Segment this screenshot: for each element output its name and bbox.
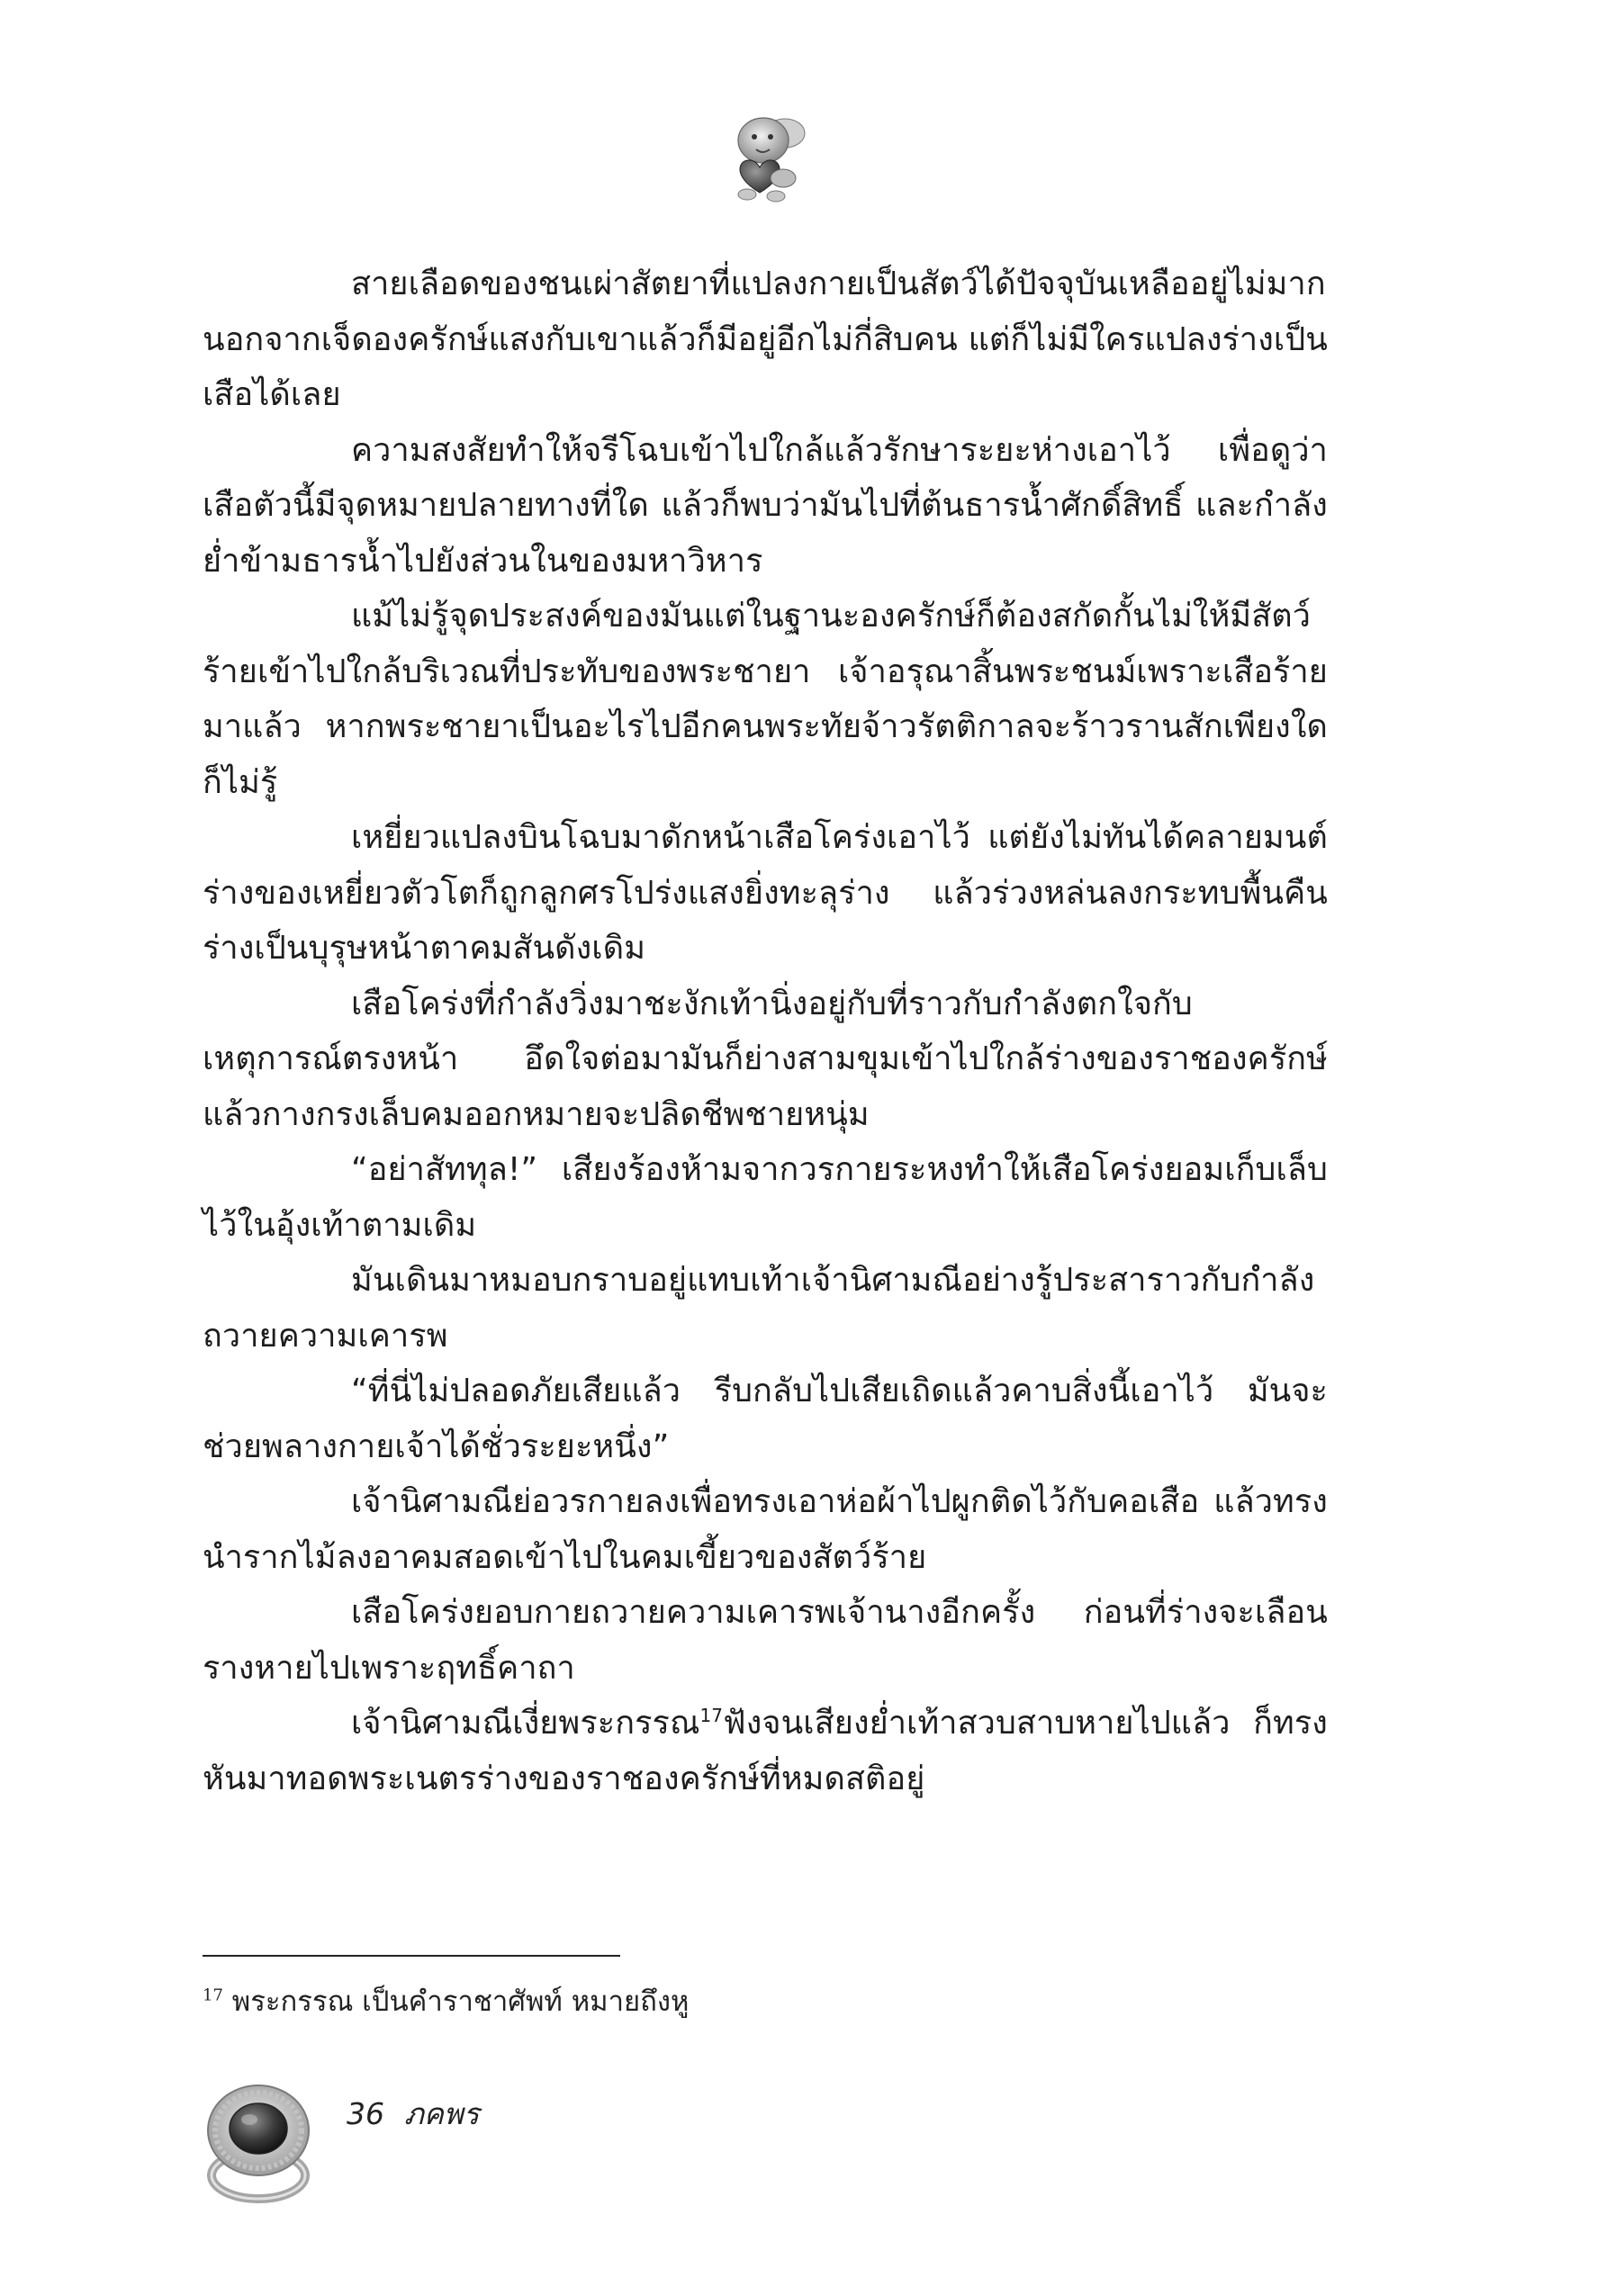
footnote-divider bbox=[203, 1955, 620, 1957]
paragraph: “ที่นี่ไม่ปลอดภัยเสียแล้ว รีบกลับไปเสียเถิดแล้วคาบสิ่งนี้เอาไว้ มันจะช่วยพลางกายเจ้าได้ชั่วระยะหนึ่ง” bbox=[203, 1373, 1328, 1465]
paragraph-with-footnote bbox=[203, 1696, 1328, 1806]
paragraph: สายเลือดของชนเผ่าสัตยาที่แปลงกายเป็นสัตว์ได้ปัจจุบันเหลืออยู่ไม่มาก นอกจากเจ็ดองครักษ์แสงกับเขาแล้วก็มีอยู่อีกไม่กี่สิบคน แต่ก็ไม่มีใครแปลงร่างเป็นเสือได้เลย bbox=[203, 266, 1328, 413]
paragraph: ความสงสัยทำให้จรีโฉบเข้าไปใกล้แล้วรักษาระยะห่างเอาไว้ เพื่อดูว่าเสือตัวนี้มีจุดหมายปลายทางที่ใด แล้วก็พบว่ามันไปที่ต้นธารน้ำศักดิ์สิทธิ์ และกำลังย่ำข้ามธารน้ำไปยังส่วนในของมหาวิหาร bbox=[203, 431, 1328, 580]
paragraph: เจ้านิศามณีย่อวรกายลงเพื่อทรงเอาห่อผ้าไปผูกติดไว้กับคอเสือ แล้วทรงนำรากไม้ลงอาคมสอดเข้าไปในคมเขี้ยวของสัตว์ร้าย bbox=[203, 1483, 1328, 1576]
gemstone-ring-icon bbox=[194, 2075, 329, 2210]
story-body bbox=[203, 257, 1328, 1806]
paragraph-text-before: เจ้านิศามณีเงี่ยพระกรรณ bbox=[351, 1705, 700, 1742]
footnote bbox=[203, 1982, 689, 2021]
cherub-heart-icon bbox=[720, 106, 810, 205]
paragraph-text-after: ฟังจนเสียงย่ำเท้าสวบสาบหายไปแล้ว ก็ทรงหันมาทอดพระเนตรร่างของราชองครักษ์ที่หมดสติอยู่ bbox=[203, 1705, 1328, 1797]
paragraph: เหยี่ยวแปลงบินโฉบมาดักหน้าเสือโคร่งเอาไว้ แต่ยังไม่ทันได้คลายมนต์ร่างของเหยี่ยวตัวโตก็ถูกลูกศรโปร่งแสงยิ่งทะลุร่าง แล้วร่วงหล่นลงกระทบพื้นคืนร่างเป็นบุรุษหน้าตาคมสันดังเดิม bbox=[203, 819, 1328, 967]
paragraph: เสือโคร่งยอบกายถวายความเคารพเจ้านางอีกครั้ง ก่อนที่ร่างจะเลือนรางหายไปเพราะฤทธิ์คาถา bbox=[203, 1594, 1328, 1687]
paragraph: เสือโคร่งที่กำลังวิ่งมาชะงักเท้านิ่งอยู่กับที่ราวกับกำลังตกใจกับเหตุการณ์ตรงหน้า อึดใจต่อมามันก็ย่างสามขุมเข้าไปใกล้ร่างของราชองครักษ์ แล้วกางกรงเล็บคมออกหมายจะปลิดชีพชายหนุ่ม bbox=[203, 985, 1328, 1133]
footnote-text: พระกรรณ เป็นคำราชาศัพท์ หมายถึงหู bbox=[231, 1985, 690, 2018]
footnote-reference: 17 bbox=[699, 1705, 724, 1726]
paragraph: แม้ไม่รู้จุดประสงค์ของมันแต่ในฐานะองครักษ์ก็ต้องสกัดกั้นไม่ให้มีสัตว์ร้ายเข้าไปใกล้บริเวณที่ประทับของพระชายา เจ้าอรุณาสิ้นพระชนม์เพราะเสือร้ายมาแล้ว หากพระชายาเป็นอะไรไปอีกคนพระทัยจ้าวรัตติกาลจะร้าวรานสักเพียงใดก็ไม่รู้ bbox=[203, 598, 1328, 801]
book-title: ภคพร bbox=[404, 2096, 480, 2131]
footnote-number: 17 bbox=[203, 1985, 223, 2005]
page-footer bbox=[347, 2090, 479, 2138]
paragraph: มันเดินมาหมอบกราบอยู่แทบเท้าเจ้านิศามณีอย่างรู้ประสาราวกับกำลังถวายความเคารพ bbox=[203, 1262, 1315, 1355]
paragraph: “อย่าสัททุล!” เสียงร้องห้ามจากวรกายระหงทำให้เสือโคร่งยอมเก็บเล็บไว้ในอุ้งเท้าตามเดิม bbox=[203, 1151, 1328, 1244]
page-number: 36 bbox=[347, 2096, 384, 2131]
